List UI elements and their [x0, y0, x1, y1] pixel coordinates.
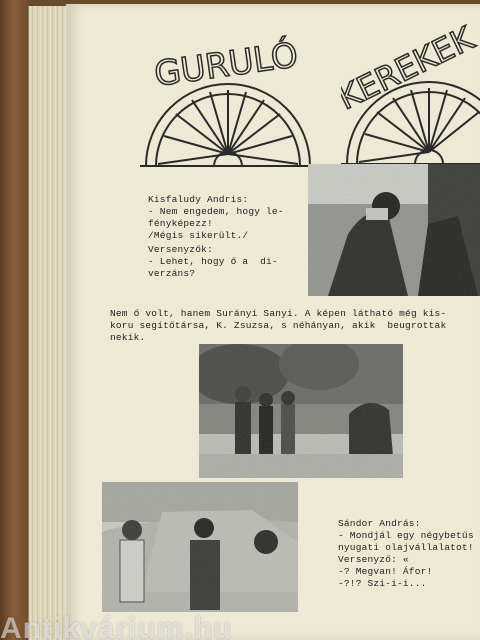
title-kerekek [341, 12, 480, 172]
watermark: Antikvárium.hu [0, 612, 233, 640]
photo-car [102, 482, 298, 612]
wheel-right-icon [341, 12, 480, 167]
photo-group [199, 344, 403, 478]
caption-kisfaludy: Kisfaludy Andris: - Nem engedem, hogy le- fényképezz! /Mégis sikerült./ [148, 194, 284, 241]
book-binding [0, 0, 30, 640]
caption-sandor: Sándor András: - Mondjál egy négybetűs nyugati olajvállalatot! Versenyző: « -? Megvan! Áfor! -?!? Szi-i-i... [338, 518, 474, 589]
title-kerekek-text: KEREKEK [341, 19, 480, 118]
caption-suranyi: Nem ő volt, hanem Surányi Sanyi. A képen látható még kis- koru segítőtársa, K. Zsuzsa, s néhányan, akik beugrottak nekik. [110, 308, 447, 343]
book-page [66, 4, 480, 640]
title-gurulo-text: GURULÓ [151, 35, 301, 95]
page-edges [28, 6, 71, 640]
photo-photographer [308, 164, 480, 296]
caption-versenyzok: Versenyzők: - Lehet, hogy ő a di- verzáns? [148, 244, 278, 279]
wheel-left-icon [126, 14, 326, 169]
title-gurulo [126, 14, 326, 174]
